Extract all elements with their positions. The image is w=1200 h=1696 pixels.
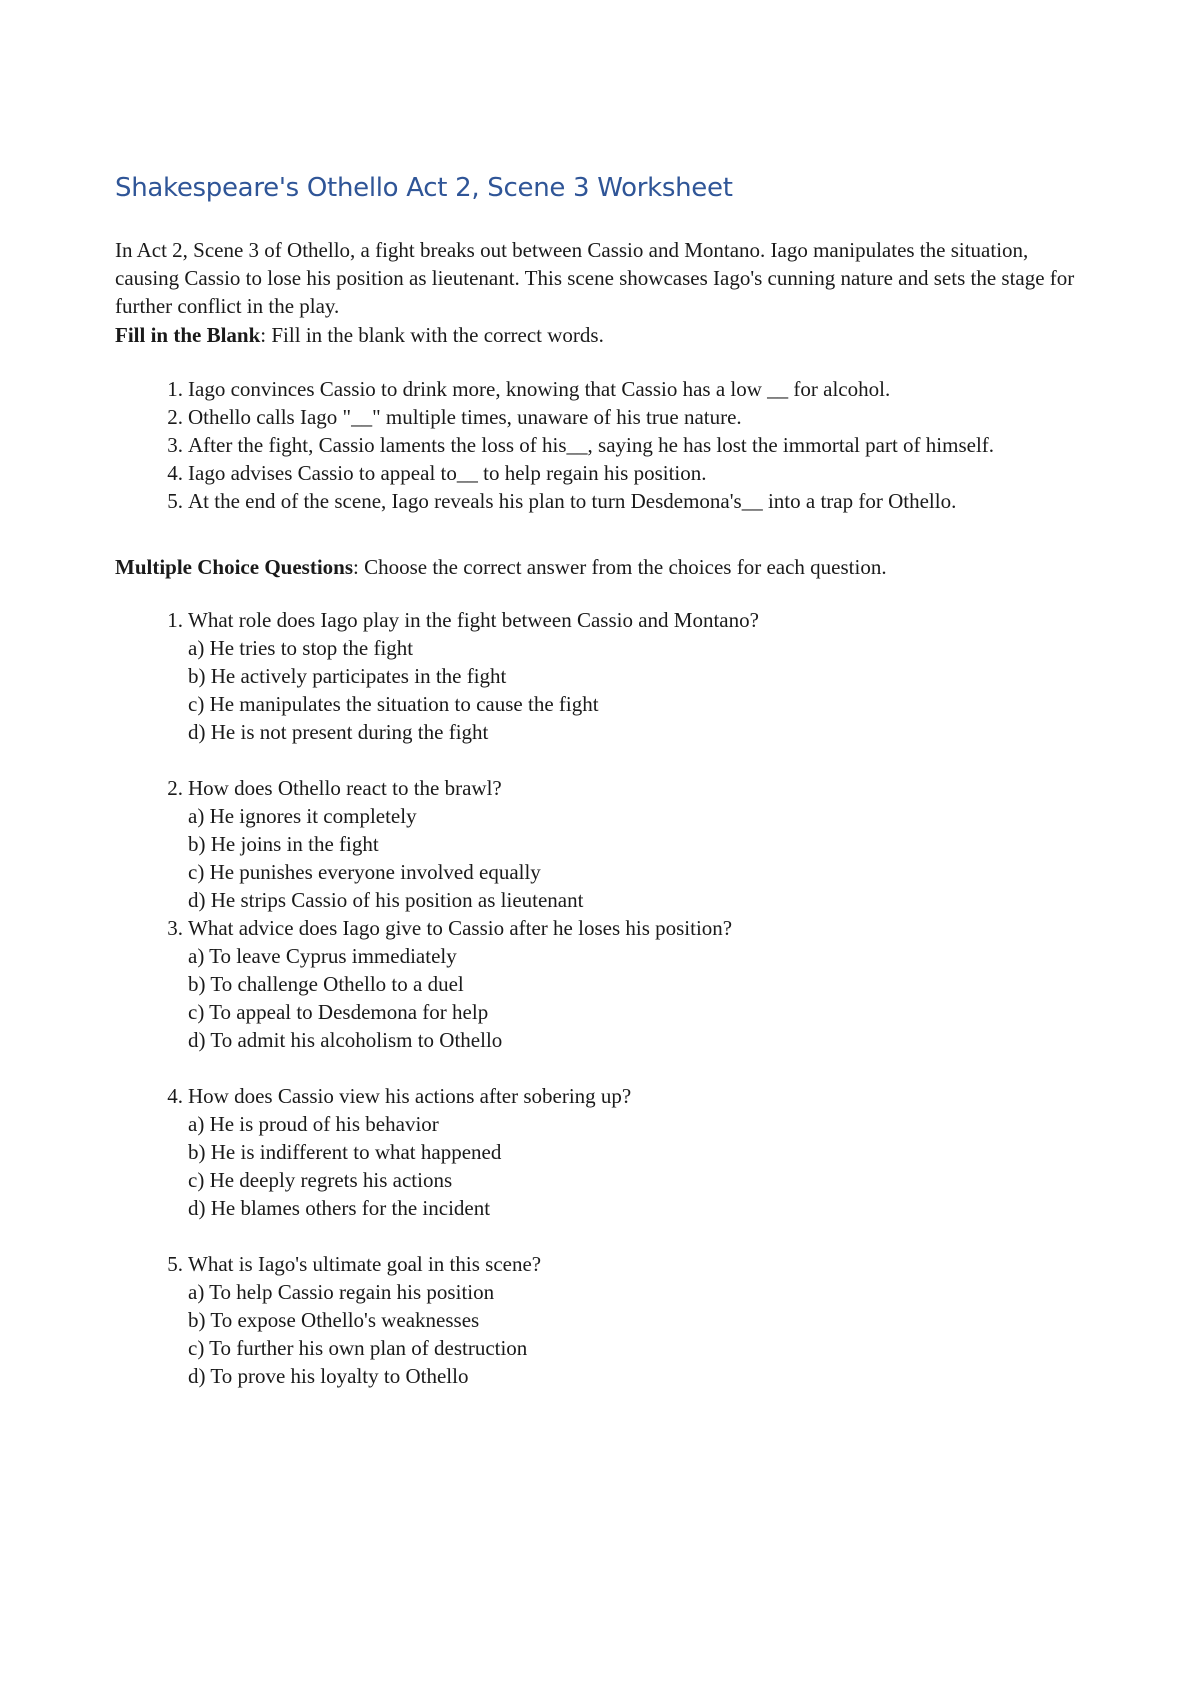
multiple-choice-heading [115,553,887,581]
fill-blank-item [115,375,1090,403]
item-text: At the end of the scene, Iago reveals his plan to turn Desdemona's__ into a trap for Othello. [188,489,957,513]
question-text: How does Othello react to the brawl? [188,776,502,800]
item-number: 4 . [153,459,183,487]
question-number: 2 . [153,774,183,802]
item-number: 3 . [153,431,183,459]
answer-choice: d) He is not present during the fight [188,720,489,744]
answer-choice: c) He manipulates the situation to cause the fight [188,692,599,716]
answer-choice: b) To challenge Othello to a duel [188,972,464,996]
answer-choice: b) He is indifferent to what happened [188,1140,502,1164]
fill-blank-heading [115,321,604,349]
question-item [115,914,1090,1054]
question-text: What is Iago's ultimate goal in this scene? [188,1252,542,1276]
question-text: What advice does Iago give to Cassio after he loses his position? [188,916,733,940]
item-number: 2 . [153,403,183,431]
question-item [115,606,1090,746]
item-number: 1 . [153,375,183,403]
item-text: Iago advises Cassio to appeal to__ to help regain his position. [188,461,707,485]
answer-choice: a) He tries to stop the fight [188,636,414,660]
question-item [115,1082,1090,1222]
question-item [115,1250,1090,1390]
worksheet-title: Shakespeare's Othello Act 2, Scene 3 Worksheet [115,173,733,203]
answer-choice: d) To prove his loyalty to Othello [188,1364,469,1388]
multiple-choice-label: Multiple Choice Questions [115,555,354,579]
item-number: 5 . [153,487,183,515]
fill-blank-instruction: : Fill in the blank with the correct words. [260,323,604,347]
answer-choice: c) To further his own plan of destruction [188,1336,528,1360]
question-text: What role does Iago play in the fight between Cassio and Montano? [188,608,759,632]
answer-choice: a) To leave Cyprus immediately [188,944,457,968]
item-text: Othello calls Iago "__" multiple times, unaware of his true nature. [188,405,742,429]
answer-choice: a) To help Cassio regain his position [188,1280,495,1304]
question-number: 5 . [153,1250,183,1278]
item-text: After the fight, Cassio laments the loss of his__, saying he has lost the immortal part of himself. [188,433,995,457]
fill-blank-item [115,487,1090,515]
fill-blank-label: Fill in the Blank [115,323,261,347]
question-number: 3 . [153,914,183,942]
answer-choice: b) He joins in the fight [188,832,379,856]
answer-choice: c) He deeply regrets his actions [188,1168,453,1192]
multiple-choice-instruction: : Choose the correct answer from the choices for each question. [353,555,887,579]
item-text: Iago convinces Cassio to drink more, knowing that Cassio has a low __ for alcohol. [188,377,891,401]
answer-choice: b) To expose Othello's weaknesses [188,1308,480,1332]
fill-blank-item [115,403,1090,431]
fill-blank-item [115,431,1090,459]
question-item [115,774,1090,914]
answer-choice: d) To admit his alcoholism to Othello [188,1028,503,1052]
multiple-choice-list [115,606,1090,1390]
intro-paragraph: In Act 2, Scene 3 of Othello, a fight breaks out between Cassio and Montano. Iago manipulates the situation, causing Cassio to lose his position as lieutenant. This scene showcases Iago's cunning nature and sets the stage for further conflict in the play. [115,238,1075,318]
answer-choice: c) He punishes everyone involved equally [188,860,541,884]
answer-choice: a) He is proud of his behavior [188,1112,439,1136]
answer-choice: d) He blames others for the incident [188,1196,491,1220]
fill-blank-list [115,375,1090,515]
question-text: How does Cassio view his actions after sobering up? [188,1084,632,1108]
answer-choice: d) He strips Cassio of his position as lieutenant [188,888,584,912]
question-number: 4 . [153,1082,183,1110]
question-number: 1 . [153,606,183,634]
answer-choice: c) To appeal to Desdemona for help [188,1000,489,1024]
answer-choice: a) He ignores it completely [188,804,417,828]
answer-choice: b) He actively participates in the fight [188,664,507,688]
fill-blank-item [115,459,1090,487]
